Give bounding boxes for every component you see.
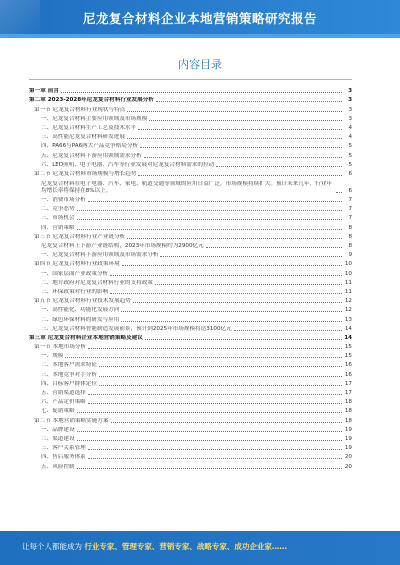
- toc-page-number: 7: [348, 215, 352, 222]
- toc-entry-text: 一、规模: [41, 353, 64, 360]
- toc-page-number: 19: [344, 445, 352, 452]
- toc-page-number: 5: [348, 143, 352, 150]
- toc-entry[interactable]: [29, 443, 352, 452]
- toc-page-number: 16: [344, 371, 352, 378]
- toc-entry-text: 第三章 尼龙复合材料企业本地营销策略及建议: [29, 334, 143, 341]
- toc-leader-dots: [140, 147, 342, 148]
- toc-entry-text: 一、尼龙复合材料下游应用领域及市场需求分析: [41, 252, 159, 259]
- toc-page-number: 17: [344, 390, 352, 396]
- toc-entry[interactable]: [29, 406, 352, 415]
- toc-page-number: 11: [344, 288, 352, 295]
- toc-leader-dots: [77, 468, 342, 469]
- toc-page-number: 17: [344, 380, 352, 387]
- toc-entry-text: 一、高性能化、功能化发展方向: [41, 307, 120, 314]
- toc-entry[interactable]: [29, 268, 352, 277]
- toc-entry[interactable]: [29, 314, 352, 323]
- toc-entry[interactable]: [29, 195, 352, 204]
- toc-page-number: 20: [344, 463, 352, 470]
- toc-entry-text: 尼龙复合材料上下游产业链结构，2023年市场规模约为2900亿元: [41, 243, 204, 249]
- toc-page-number: 15: [344, 344, 352, 351]
- toc-entry-text: 二、绿色环保材料的研发与应用: [41, 316, 120, 323]
- footer-slogan-roles: 行业专家、管理专家、营销专家、战略专家、成功企业家……: [84, 542, 287, 551]
- toc-leader-dots: [127, 111, 342, 112]
- toc-entry[interactable]: [29, 232, 352, 241]
- toc-leader-dots: [127, 138, 342, 139]
- toc-entry[interactable]: [29, 123, 352, 132]
- toc-page-number: 8: [348, 243, 352, 249]
- toc-entry-text: 一、品牌建设: [41, 426, 75, 433]
- toc-page-number: 15: [344, 353, 352, 360]
- toc-entry[interactable]: [29, 360, 352, 369]
- toc-entry-text: 二、地方政府对尼龙复合材料行业的支持政策: [41, 279, 153, 286]
- toc-leader-dots: [121, 321, 342, 322]
- toc-entry-text: 尼龙复合材料在电子电器、汽车、家电、轨道交通等领域的应用日益广泛，市场规模持续扩大。预计未来几年，行业年均增长率将保持在8%以上。: [41, 180, 332, 194]
- toc-page-number: 19: [344, 426, 352, 433]
- toc-leader-dots: [77, 412, 342, 413]
- toc-entry-text: 四、营销策略: [41, 224, 75, 231]
- toc-entry-text: 第二节 本地营销策略实施方案: [34, 417, 109, 424]
- toc-leader-dots: [88, 449, 342, 450]
- toc-page-number: 7: [348, 206, 352, 213]
- toc-page-number: 4: [348, 134, 352, 141]
- toc-page-number: 11: [344, 279, 352, 286]
- toc-entry[interactable]: [29, 141, 352, 150]
- toc-entry-text: 第二章 2023-2028年尼龙复合材料行业发展分析: [29, 97, 154, 104]
- toc-entry[interactable]: [29, 250, 352, 259]
- toc-leader-dots: [88, 458, 342, 459]
- toc-entry-text: 二、渠道建设: [41, 435, 75, 442]
- toc-entry[interactable]: [29, 324, 352, 333]
- toc-entry-text: 第一章 前言: [29, 88, 59, 95]
- toc-page-number: 10: [344, 270, 352, 277]
- toc-leader-dots: [145, 339, 342, 340]
- toc-entry-text: 四、目标客户群体定位: [41, 380, 97, 387]
- toc-page-number: 6: [348, 170, 352, 177]
- toc-entry-text: 五、风险控制: [41, 463, 75, 470]
- toc-entry[interactable]: [29, 278, 352, 287]
- toc-leader-dots: [234, 330, 342, 331]
- toc-entry-text: 二、尼龙复合材料生产工艺及技术水平: [41, 124, 137, 131]
- toc-entry[interactable]: [29, 150, 352, 159]
- toc-page-number: 12: [344, 298, 352, 305]
- toc-page-number: 20: [344, 454, 352, 461]
- toc-page-number: 18: [344, 417, 352, 424]
- toc-entry[interactable]: [29, 204, 352, 213]
- toc-entry-text: 三、尼龙复合材料智能制造发展前景，预计到2025年市场规模将达3100亿元: [41, 325, 232, 332]
- toc-leader-dots: [77, 219, 342, 220]
- toc-entry-text: 第三节 尼龙复合材料行业产业链分析: [34, 233, 126, 240]
- toc-entry[interactable]: [29, 160, 352, 169]
- toc-leader-dots: [88, 403, 342, 404]
- toc-divider: [29, 79, 352, 80]
- toc-leader-dots: [88, 348, 342, 349]
- toc-entry[interactable]: [29, 169, 352, 178]
- toc-entry[interactable]: [29, 333, 352, 342]
- toc-entry[interactable]: [29, 178, 352, 195]
- header-banner: [0, 0, 400, 38]
- toc-entry[interactable]: [29, 241, 352, 250]
- toc-entry[interactable]: [29, 452, 352, 461]
- toc-leader-dots: [336, 192, 342, 193]
- toc-entry-text: 四、PA66与PA6两大产品竞争格局分析: [41, 143, 139, 150]
- toc-leader-dots: [133, 302, 342, 303]
- toc-entry[interactable]: [29, 296, 352, 305]
- toc-leader-dots: [144, 157, 342, 158]
- toc-heading: 内容目录: [178, 58, 222, 71]
- toc-entry[interactable]: [29, 287, 352, 296]
- toc-page-number: 4: [348, 124, 352, 131]
- footer-slogan: [22, 541, 287, 552]
- toc-entry-text: 第五节 尼龙复合材料行业技术发展趋势: [34, 298, 131, 305]
- footer-slogan-prefix: 让每个人都能成为: [22, 542, 82, 551]
- toc-entry-text: 第一节 本地市场分析: [34, 344, 87, 351]
- toc-entry-text: 三、环保政策对行业的影响: [41, 288, 109, 295]
- toc-entry[interactable]: [29, 351, 352, 360]
- toc-page-number: 3: [348, 115, 352, 122]
- toc-leader-dots: [138, 175, 342, 176]
- toc-page-number: 18: [344, 408, 352, 415]
- toc-page-number: 8: [348, 233, 352, 240]
- toc-entry-text: 第二节 尼龙复合材料市场规模与增长趋势: [34, 170, 137, 177]
- toc-leader-dots: [110, 275, 342, 276]
- toc-entry-text: 一、尼龙复合材料主要应用领域及市场规模: [41, 115, 148, 122]
- toc-page-number: 9: [348, 252, 352, 259]
- toc-entry[interactable]: [29, 369, 352, 378]
- toc-leader-dots: [88, 394, 342, 395]
- toc-entry[interactable]: [29, 114, 352, 123]
- toc-entry-text: 三、市场机会: [41, 215, 75, 222]
- toc-leader-dots: [88, 201, 342, 202]
- toc-entry-text: 六、产品定价策略: [41, 399, 86, 406]
- toc-entry[interactable]: [29, 397, 352, 406]
- toc-leader-dots: [138, 129, 342, 130]
- toc-leader-dots: [111, 422, 343, 423]
- toc-leader-dots: [77, 210, 342, 211]
- toc-entry[interactable]: [29, 415, 352, 424]
- toc-entry[interactable]: [29, 95, 352, 104]
- toc-entry[interactable]: [29, 104, 352, 113]
- toc-entry-text: 三、本地竞争对手分析: [41, 371, 97, 378]
- toc-entry-text: 七、促销策略: [41, 408, 75, 415]
- toc-leader-dots: [127, 238, 342, 239]
- toc-entry[interactable]: [29, 461, 352, 470]
- toc-page-number: 5: [348, 152, 352, 159]
- toc-entry[interactable]: [29, 259, 352, 268]
- toc-page-number: 3: [348, 88, 352, 95]
- toc-entry-text: 六、LED照明、电子电器、汽车等行业发展对尼龙复合材料需求的拉动: [41, 161, 215, 168]
- toc-leader-dots: [77, 229, 342, 230]
- toc-entry-text: 一、消费市场分析: [41, 197, 86, 204]
- toc-page-number: 10: [344, 261, 352, 268]
- toc-page-number: 13: [344, 316, 352, 323]
- toc-entry-text: 第一节 尼龙复合材料行业现状与特点: [34, 106, 126, 113]
- toc-entry[interactable]: [29, 305, 352, 314]
- toc-page-number: 19: [344, 435, 352, 442]
- toc-entry-text: 一、国家层面产业政策分析: [41, 270, 109, 277]
- toc-entry-text: 二、本地客户需求特征: [41, 362, 97, 369]
- toc-page-number: 5: [348, 161, 352, 168]
- toc-page-number: 14: [344, 334, 352, 341]
- toc-page-number: 3: [348, 106, 352, 113]
- toc-leader-dots: [77, 440, 342, 441]
- toc-page-number: 12: [344, 307, 352, 314]
- toc-page-number: 18: [344, 399, 352, 406]
- toc-entry-text: 五、营销渠道选择: [41, 390, 86, 396]
- toc-page-number: 14: [344, 325, 352, 332]
- toc-entry-text: 三、客户关系管理: [41, 445, 86, 452]
- toc-leader-dots: [149, 120, 342, 121]
- toc-leader-dots: [99, 385, 342, 386]
- toc-page-number: 8: [348, 224, 352, 231]
- toc-entry-text: 三、高性能尼龙复合材料研发进展: [41, 134, 125, 141]
- toc-entry-text: 二、竞争态势: [41, 206, 75, 213]
- toc-entry[interactable]: [29, 425, 352, 434]
- toc-leader-dots: [155, 284, 342, 285]
- toc-entry[interactable]: [29, 342, 352, 351]
- toc-entry[interactable]: [29, 213, 352, 222]
- toc-leader-dots: [156, 101, 342, 102]
- toc-leader-dots: [160, 256, 342, 257]
- toc-entry[interactable]: [29, 434, 352, 443]
- toc-leader-dots: [65, 357, 342, 358]
- toc-entry-text: 五、尼龙复合材料下游应用领域需求分析: [41, 152, 142, 159]
- header-stripe: [0, 34, 400, 38]
- toc-leader-dots: [61, 92, 342, 93]
- toc-entry[interactable]: [29, 388, 352, 397]
- toc-entry[interactable]: [29, 132, 352, 141]
- toc-leader-dots: [77, 431, 342, 432]
- toc-leader-dots: [99, 376, 342, 377]
- toc-leader-dots: [216, 166, 342, 167]
- toc-page-number: 7: [348, 197, 352, 204]
- report-title: 尼龙复合材料企业本地营销策略研究报告: [82, 11, 317, 26]
- table-of-contents: [29, 86, 352, 471]
- toc-entry[interactable]: [29, 86, 352, 95]
- toc-page-number: 6: [348, 187, 352, 194]
- toc-leader-dots: [206, 247, 342, 248]
- toc-page-number: 16: [344, 362, 352, 369]
- toc-leader-dots: [122, 265, 342, 266]
- toc-page-number: 3: [348, 97, 352, 104]
- toc-entry[interactable]: [29, 379, 352, 388]
- toc-leader-dots: [121, 311, 342, 312]
- toc-leader-dots: [99, 366, 342, 367]
- toc-entry-text: 第四节 尼龙复合材料行业政策环境: [34, 261, 120, 268]
- toc-entry[interactable]: [29, 222, 352, 231]
- toc-entry-text: 四、售后服务体系: [41, 454, 86, 461]
- toc-leader-dots: [110, 293, 342, 294]
